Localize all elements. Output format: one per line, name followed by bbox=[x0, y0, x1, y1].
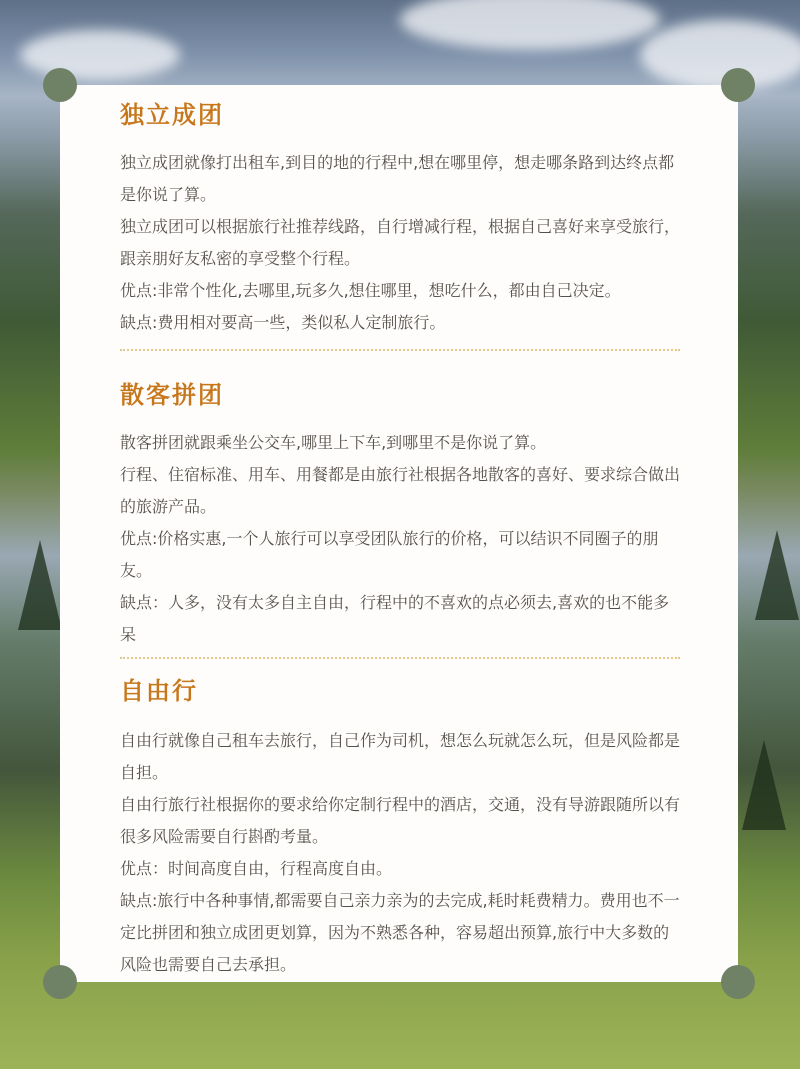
section-paragraph: 缺点:旅行中各种事情,都需要自己亲力亲为的去完成,耗时耗费精力。费用也不一定比拼团和独立成团更划算，因为不熟悉各种，容易超出预算,旅行中大多数的风险也需要自己去承担。 bbox=[120, 891, 680, 974]
cloud bbox=[400, 0, 660, 50]
section-paragraph: 自由行就像自己租车去旅行，自己作为司机，想怎么玩就怎么玩，但是风险都是自担。 bbox=[120, 731, 681, 782]
section-paragraph: 优点:价格实惠,一个人旅行可以享受团队旅行的价格，可以结识不同圈子的朋友。 bbox=[120, 529, 659, 580]
tree bbox=[755, 530, 799, 620]
section-group-tour bbox=[120, 351, 680, 659]
section-title: 散客拼团 bbox=[120, 381, 224, 409]
cloud bbox=[20, 30, 180, 80]
section-paragraph: 独立成团就像打出租车,到目的地的行程中,想在哪里停，想走哪条路到达终点都是你说了算。 bbox=[120, 153, 675, 204]
section-paragraph: 缺点：人多，没有太多自主自由，行程中的不喜欢的点必须去,喜欢的也不能多呆 bbox=[120, 593, 670, 644]
section-paragraph: 自由行旅行社根据你的要求给你定制行程中的酒店，交通，没有导游跟随所以有很多风险需要自行斟酌考量。 bbox=[120, 795, 681, 846]
cloud bbox=[640, 20, 800, 90]
section-paragraph: 行程、住宿标准、用车、用餐都是由旅行社根据各地散客的喜好、要求综合做出的旅游产品。 bbox=[120, 465, 681, 516]
section-paragraph: 优点:非常个性化,去哪里,玩多久,想住哪里，想吃什么，都由自己决定。 bbox=[120, 281, 621, 300]
section-paragraph: 散客拼团就跟乘坐公交车,哪里上下车,到哪里不是你说了算。 bbox=[120, 433, 547, 452]
card-content bbox=[60, 85, 738, 982]
section-paragraph: 独立成团可以根据旅行社推荐线路，自行增减行程，根据自己喜好来享受旅行，跟亲朋好友私密的享受整个行程。 bbox=[120, 217, 681, 268]
section-title: 独立成团 bbox=[120, 101, 224, 129]
tree bbox=[742, 740, 786, 830]
tree bbox=[18, 540, 62, 630]
section-free-travel bbox=[120, 659, 680, 981]
section-paragraph: 优点：时间高度自由，行程高度自由。 bbox=[120, 859, 393, 878]
section-independent-group bbox=[120, 97, 680, 351]
section-paragraph: 缺点:费用相对要高一些，类似私人定制旅行。 bbox=[120, 313, 446, 332]
section-title: 自由行 bbox=[120, 677, 198, 705]
